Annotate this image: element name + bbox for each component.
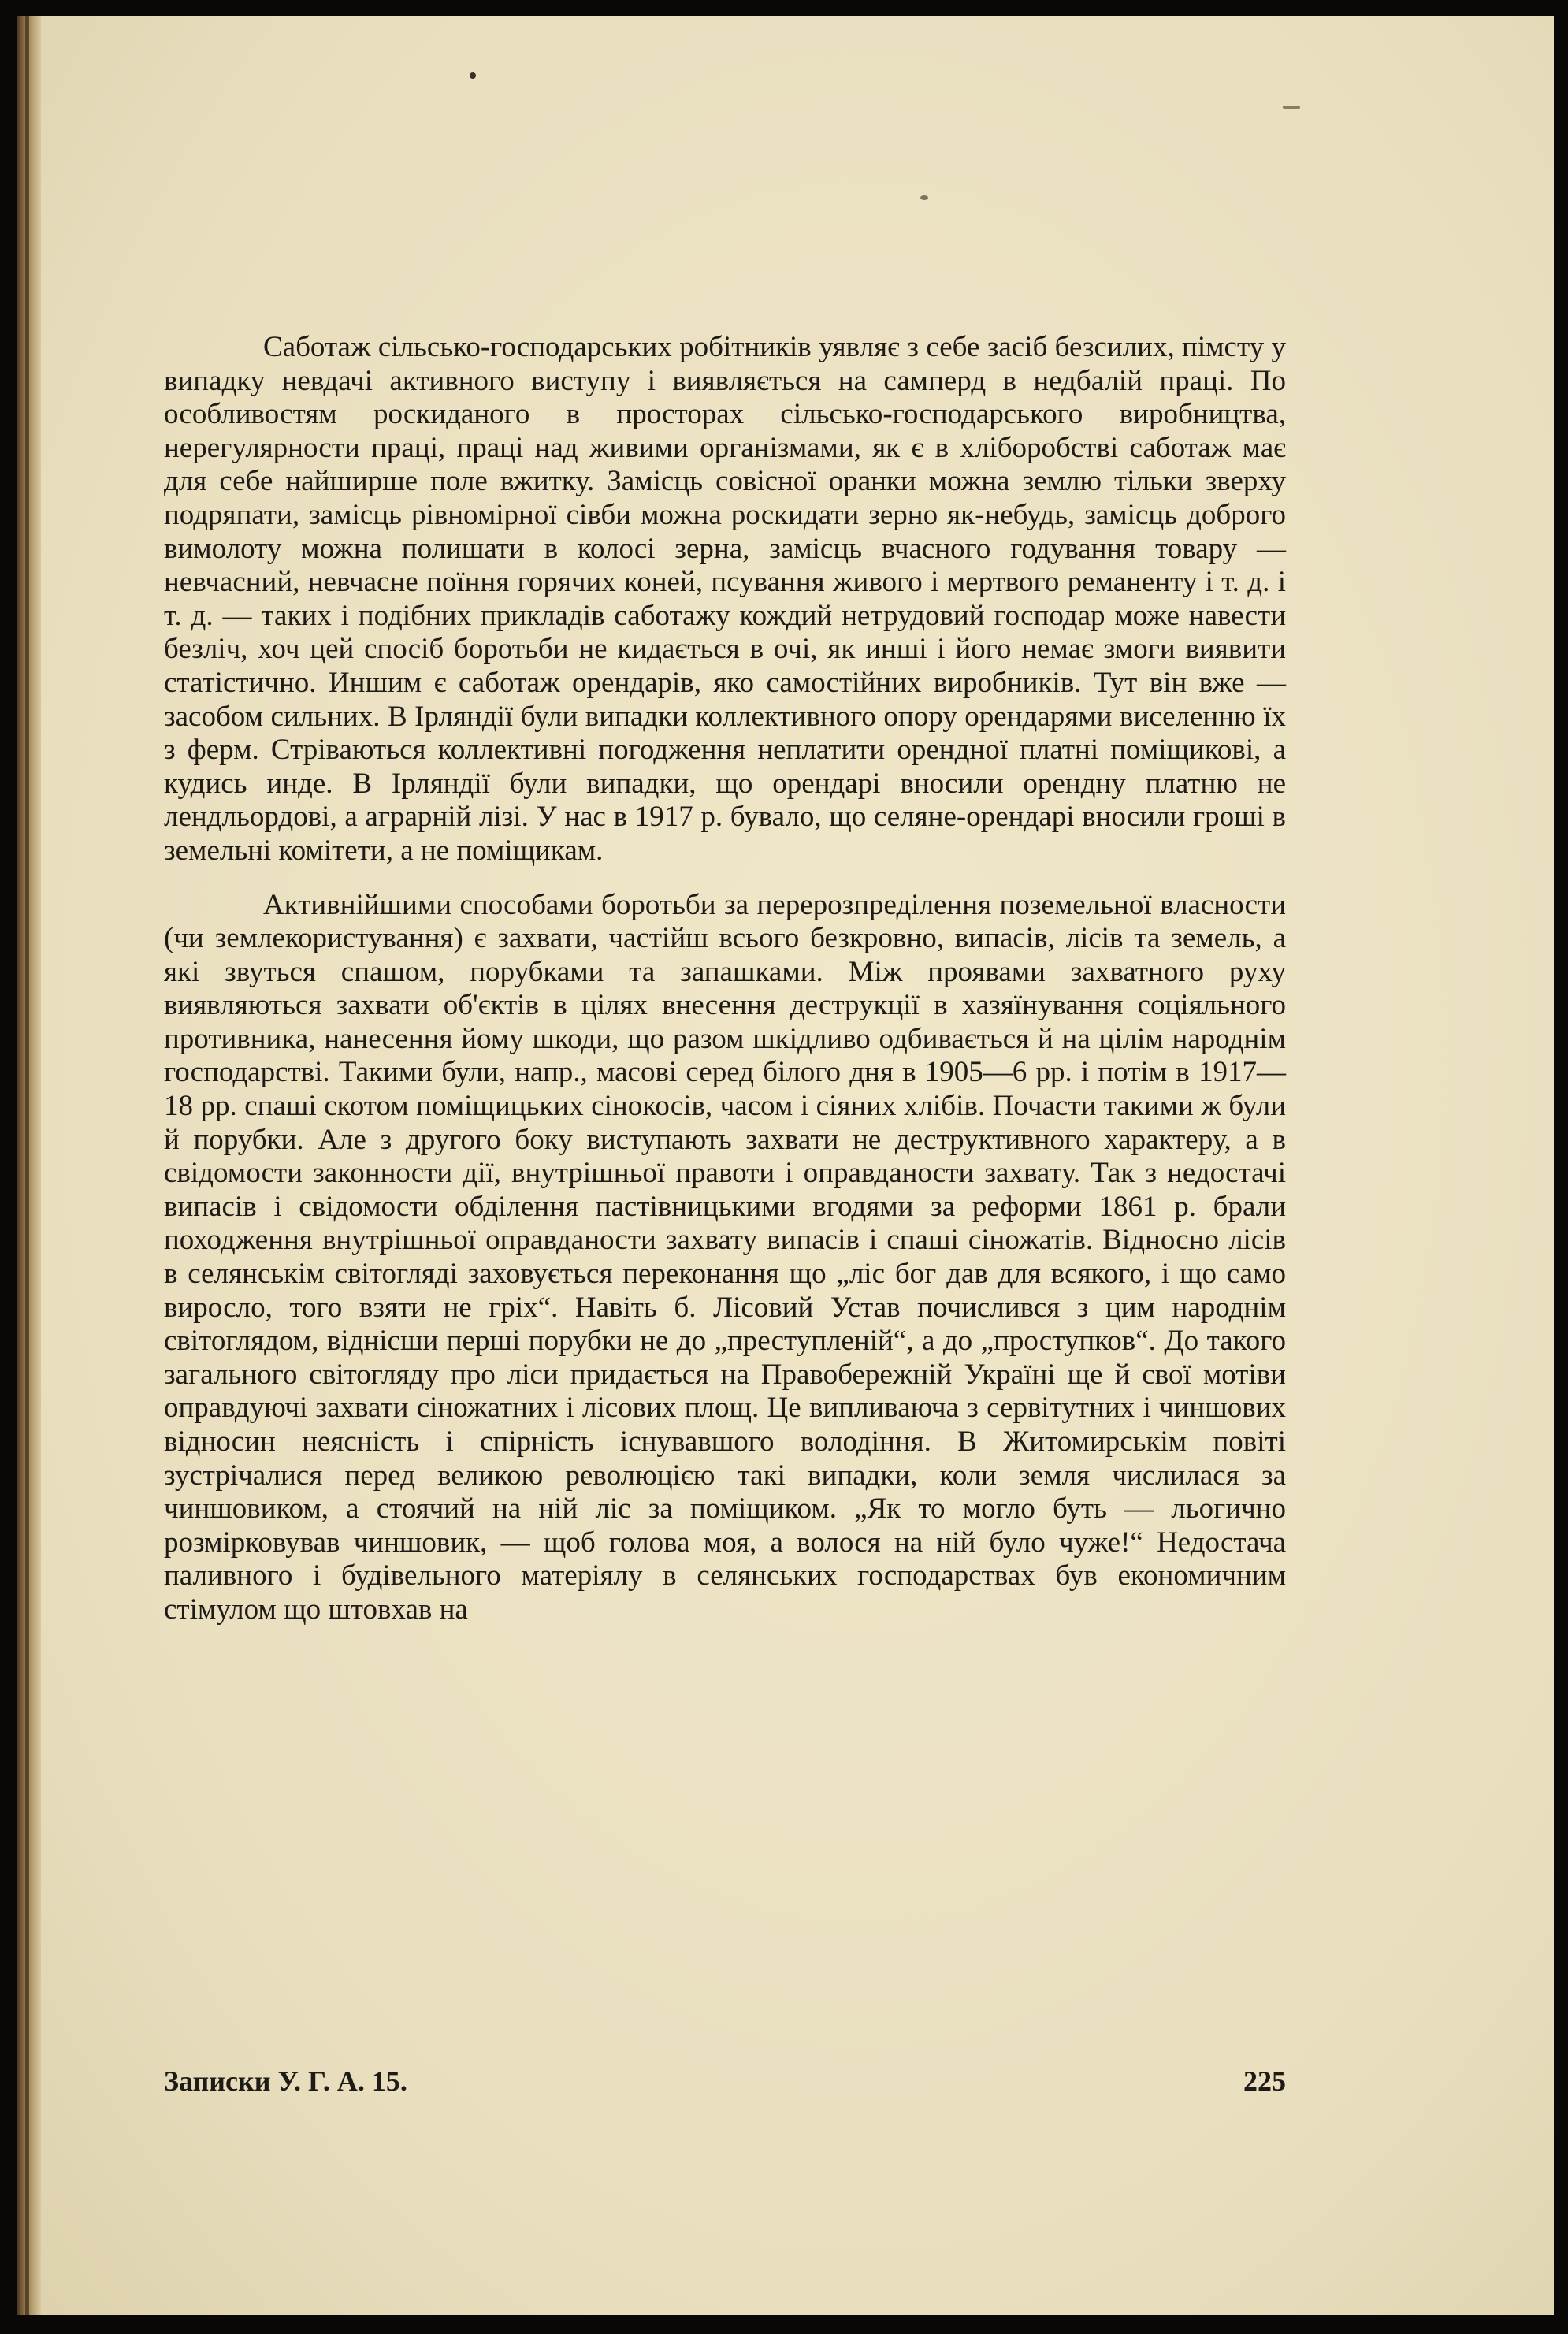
book-spine-shadow <box>17 16 41 2315</box>
paragraph-sabotage: Саботаж сільсько-господарських робітників уявляє з себе засіб безсилих, пімсту у випадку невдачі активного виступу і виявляється на самперд в недбалій праці. По особливостям роскиданого в просторах сільсько-господарського виробництва, нерегулярности праці, праці над живими організмами, як є в хліборобстві саботаж має для себе найширше поле вжитку. Замісць совісної оранки можна землю тільки зверху подряпати, замісць рівномірної сівби можна роскидати зерно як-небудь, замісць доброго вимолоту можна полишати в колосі зерна, замісць вчасного годування товару — невчасний, невчасне поїння горячих коней, псування живого і мертвого реманенту і т. д. і т. д. — таких і подібних прикладів саботажу кождий нетрудовий господар може навести безліч, хоч цей спосіб боротьби не кидається в очі, як инші і його немає змоги виявити статістично. Иншим є саботаж орендарів, яко самостійних виробників. Тут він вже — засобом сильних. В Ірляндії були випадки коллективного опору орендарями виселенню їх з ферм. Стріваються коллективні погодження неплатити орендної платні поміщикові, а кудись инде. В Ірляндії були випадки, що орендарі вносили орендну платню не лендльордові, а аграрній лізі. У нас в 1917 р. бувало, що селяне-орендарі вносили гроші в земельні комітети, а не поміщикам. <box>164 331 1286 867</box>
ink-speck <box>920 195 928 200</box>
spine-edge-line <box>25 16 29 2315</box>
page-number: 225 <box>1243 2065 1286 2097</box>
body-text <box>164 331 1286 1648</box>
signature-mark: Записки У. Г. А. 15. <box>164 2065 407 2097</box>
page-footer <box>164 2065 1286 2104</box>
book-page <box>17 16 1554 2315</box>
paragraph-seizures: Активнійшими способами боротьби за перерозпреділення поземельної власности (чи землекористування) є захвати, частійш всього безкровно, випасів, лісів та земель, а які звуться спашом, порубками та запашками. Між проявами захватного руху виявляються захвати об'єктів в цілях внесення деструкції в хазяїнування соціяльного противника, нанесення йому шкоди, що разом шкідливо одбивається й на цілім народнім господарстві. Такими були, напр., масові серед білого дня в 1905—6 рр. і потім в 1917—18 рр. спаші скотом поміщицьких сінокосів, часом і сіяних хлібів. Почасти такими ж були й порубки. Але з другого боку виступають захвати не деструктивного характеру, а в свідомости законности дії, внутрішньої правоти і оправданости захвату. Так з недостачі випасів і свідомости обділення пастівницькими вгодями за реформи 1861 р. брали походження внутрішньої оправданости захвату випасів і спаші сіножатів. Відносно лісів в селянськім світогляді заховується переконання що „ліс бог дав для всякого, і що само виросло, того взяти не гріх“. Навіть б. Лісовий Устав почислився з цим народнім світоглядом, віднісши перші порубки не до „преступленій“, а до „проступков“. До такого загального світогляду про ліси придається на Правобережній Україні ще й свої мотіви оправдуючі захвати сіножатних і лісових площ. Це випливаюча з сервітутних і чиншових відносин неясність і спірність існувавшого володіння. В Житомирськім повіті зустрічалися перед великою революцією такі випадки, коли земля числилася за чиншовиком, а стоячий на ній ліс за поміщиком. „Як то могло буть — льогично розмірковував чиншовик, — щоб голова моя, а волося на ній було чуже!“ Недостача паливного і будівельного матеріялу в селянських господарствах був економичним стімулом що штовхав на <box>164 888 1286 1626</box>
ink-speck <box>1283 106 1300 109</box>
ink-speck <box>470 72 476 79</box>
